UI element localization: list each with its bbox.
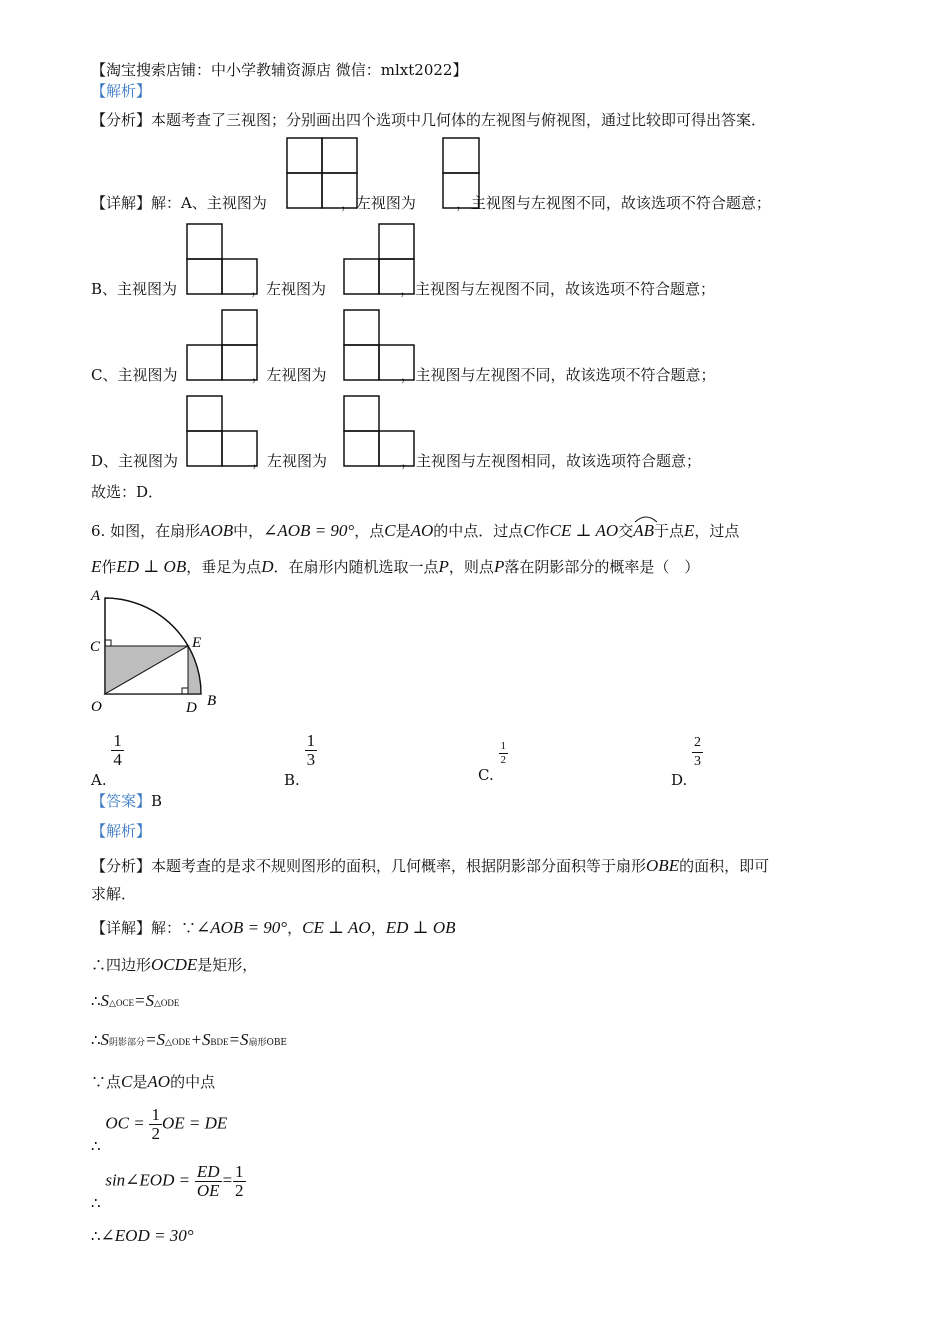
xiangjie-label: 【详解】	[91, 194, 152, 212]
t: 于点	[654, 522, 685, 540]
sub: 扇形OBE	[248, 1038, 287, 1048]
numerator: 1	[235, 1162, 244, 1181]
fenxi-label: 【分析】	[91, 857, 152, 875]
math-OBE: OBE	[646, 856, 680, 875]
option-fraction	[305, 732, 318, 769]
numerator: ED	[196, 1162, 220, 1181]
math-S: S	[100, 1030, 110, 1049]
t: 本题考查的是求不规则图形的面积，几何概率，根据阴影部分面积等于扇形	[151, 857, 647, 875]
sol-step-2	[91, 955, 257, 975]
fenxi-text: 本题考查了三视图；分别画出四个选项中几何体的左视图与俯视图，通过比较即可得出答案．	[151, 111, 767, 129]
label-B: B	[207, 693, 217, 709]
sub: △ODE	[153, 998, 180, 1008]
d-prefix: D、主视图为	[91, 452, 179, 470]
sub: △OCE	[109, 998, 134, 1008]
math-S: S	[239, 1030, 249, 1049]
sol-step-5	[91, 1072, 215, 1092]
t: ．在扇形内随机选取一点	[273, 558, 439, 576]
t: 点	[106, 1073, 122, 1091]
sol-step-7	[91, 1162, 246, 1212]
arc-AB-text: AB	[633, 521, 655, 540]
math-C: C	[523, 521, 535, 540]
denominator: 2	[500, 754, 506, 766]
because-sign: ∵	[91, 1073, 107, 1091]
option-b[interactable]	[284, 731, 317, 789]
fraction-half	[233, 1163, 246, 1200]
sol-step-8	[91, 1226, 194, 1246]
t: =	[228, 1030, 240, 1049]
sol-step-4	[91, 1030, 287, 1053]
t: =	[145, 1030, 157, 1049]
q5-line-a	[91, 193, 771, 213]
math: OE = DE	[161, 1113, 228, 1133]
math: OC =	[105, 1113, 145, 1133]
q5-choice: 故选：D．	[91, 483, 164, 501]
t: ∴四边形	[91, 956, 152, 974]
math-S: S	[145, 991, 154, 1010]
q6-stem-line2	[91, 557, 699, 577]
answer-label: 【答案】	[91, 792, 152, 810]
t: 作	[534, 522, 550, 540]
c-left-view	[343, 309, 417, 381]
b-tail: ，主视图与左视图不同，故该选项不符合题意；	[400, 280, 716, 298]
t: 的中点	[170, 1073, 216, 1091]
a-left-label: ，左视图为	[340, 194, 416, 212]
math-ED-perp-OB: ED ⊥ OB	[116, 557, 187, 576]
option-letter: D.	[671, 770, 688, 789]
t: 解：∵	[151, 919, 197, 937]
math-C: C	[384, 521, 396, 540]
label-D: D	[186, 700, 197, 716]
denominator: 4	[113, 750, 122, 769]
math-AO: AO	[410, 521, 434, 540]
t: ，过点	[694, 522, 740, 540]
math-AOB: AOB	[200, 521, 234, 540]
b-prefix: B、主视图为	[91, 280, 178, 298]
therefore-sign: ∴	[91, 1193, 101, 1212]
math: ∠AOB = 90°	[196, 918, 288, 937]
option-fraction	[499, 740, 509, 767]
sol-step-3	[91, 991, 179, 1013]
therefore-sign: ∴	[91, 1031, 101, 1049]
t: ，	[370, 919, 386, 937]
answer-value: B	[151, 792, 163, 810]
t: ，垂足为点	[186, 558, 262, 576]
t: 交	[618, 522, 634, 540]
c-left-label: ，左视图为	[251, 366, 327, 384]
fraction-ed-oe	[195, 1163, 222, 1200]
a-front-view	[286, 137, 360, 209]
math: sin∠EOD =	[105, 1170, 191, 1190]
sol-step-1	[91, 918, 456, 938]
math-P: P	[493, 557, 505, 576]
math-CE-perp-AO: CE ⊥ AO	[549, 521, 619, 540]
label-E: E	[192, 635, 202, 651]
label-O: O	[91, 699, 102, 715]
q6-stem-line1	[91, 521, 739, 541]
math: CE ⊥ AO	[302, 918, 371, 937]
therefore-sign: ∴	[91, 992, 101, 1010]
sector-figure	[86, 585, 226, 720]
option-c[interactable]	[478, 740, 508, 784]
t: 是	[132, 1073, 148, 1091]
denominator: 2	[235, 1181, 244, 1200]
therefore-sign: ∴	[91, 1136, 101, 1155]
b-left-view	[343, 223, 417, 295]
math-E: E	[684, 521, 695, 540]
denominator: 3	[306, 750, 316, 769]
label-A: A	[91, 588, 101, 604]
math-E: E	[91, 557, 102, 576]
t: ，点	[354, 522, 385, 540]
numerator: 1	[306, 731, 316, 750]
math: ED ⊥ OB	[385, 918, 456, 937]
math-D: D	[261, 557, 274, 576]
t: 中，	[233, 522, 264, 540]
a-tail: ，主视图与左视图不同，故该选项不符合题意；	[455, 194, 771, 212]
sub: △ODE	[165, 1037, 191, 1047]
denominator: 2	[151, 1124, 160, 1143]
c-tail: ，主视图与左视图不同，故该选项不符合题意；	[400, 366, 716, 384]
option-letter: B.	[284, 770, 300, 789]
c-prefix: C、主视图为	[91, 366, 178, 384]
option-letter: A.	[91, 770, 107, 789]
d-left-label: ，左视图为	[252, 452, 328, 470]
sub: 阴影部分	[109, 1038, 146, 1048]
q6-answer	[91, 791, 162, 811]
t: 6. 如图，在扇形	[91, 522, 201, 540]
t: 作	[101, 558, 117, 576]
therefore-sign: ∴	[91, 1227, 101, 1245]
option-letter: C.	[478, 765, 494, 784]
math-S: S	[156, 1030, 166, 1049]
q6-fenxi-line1	[91, 856, 769, 876]
numerator: 1	[113, 731, 122, 750]
q5-fenxi	[91, 110, 766, 130]
t: 落在阴影部分的概率是（ ）	[504, 558, 700, 576]
label-C: C	[90, 639, 101, 655]
math-S: S	[100, 991, 110, 1010]
math-P: P	[438, 557, 449, 576]
option-a[interactable]	[91, 731, 124, 789]
d-front-view	[186, 395, 260, 467]
t: 的中点．过点	[433, 522, 524, 540]
numerator: 1	[500, 740, 506, 752]
t: =	[221, 1170, 234, 1190]
fraction-half	[149, 1106, 162, 1143]
math-OCDE: OCDE	[151, 955, 198, 974]
a-prefix: 解：A、主视图为	[151, 194, 267, 212]
q6-jiexi-label: 【解析】	[91, 822, 152, 840]
denominator: OE	[196, 1181, 220, 1200]
d-left-view	[343, 395, 417, 467]
math-angle-AOB: ∠AOB = 90°	[263, 521, 355, 540]
math-C: C	[121, 1072, 133, 1091]
q6-fenxi-line2: 求解．	[91, 885, 137, 903]
t: =	[133, 991, 146, 1010]
t: ，	[287, 919, 303, 937]
math-S: S	[201, 1030, 211, 1049]
sol-step-6	[91, 1105, 228, 1155]
a-left-view	[442, 137, 482, 209]
t: 是	[395, 522, 411, 540]
d-tail: ，主视图与左视图相同，故该选项符合题意；	[401, 452, 702, 470]
option-fraction	[111, 732, 124, 769]
jiexi-label: 【解析】	[91, 82, 152, 100]
math: ∠EOD = 30°	[100, 1226, 194, 1245]
b-left-label: ，左视图为	[251, 280, 327, 298]
t: 是矩形，	[197, 956, 258, 974]
t: +	[190, 1030, 202, 1049]
numerator: 2	[692, 734, 703, 753]
option-fraction	[692, 734, 703, 771]
page-header: 【淘宝搜索店铺：中小学教辅资源店 微信：mlxt2022】	[91, 61, 468, 79]
c-front-view	[186, 309, 260, 381]
b-front-view	[186, 223, 260, 295]
sub: BDE	[210, 1037, 229, 1047]
t: 的面积，即可	[679, 857, 770, 875]
fenxi-label: 【分析】	[91, 111, 152, 129]
t: ，则点	[448, 558, 494, 576]
option-d[interactable]	[671, 734, 703, 789]
numerator: 1	[151, 1105, 160, 1124]
math-arc-AB	[633, 521, 654, 541]
xiangjie-label: 【详解】	[91, 919, 152, 937]
math-AO: AO	[147, 1072, 171, 1091]
denominator: 3	[694, 754, 702, 769]
